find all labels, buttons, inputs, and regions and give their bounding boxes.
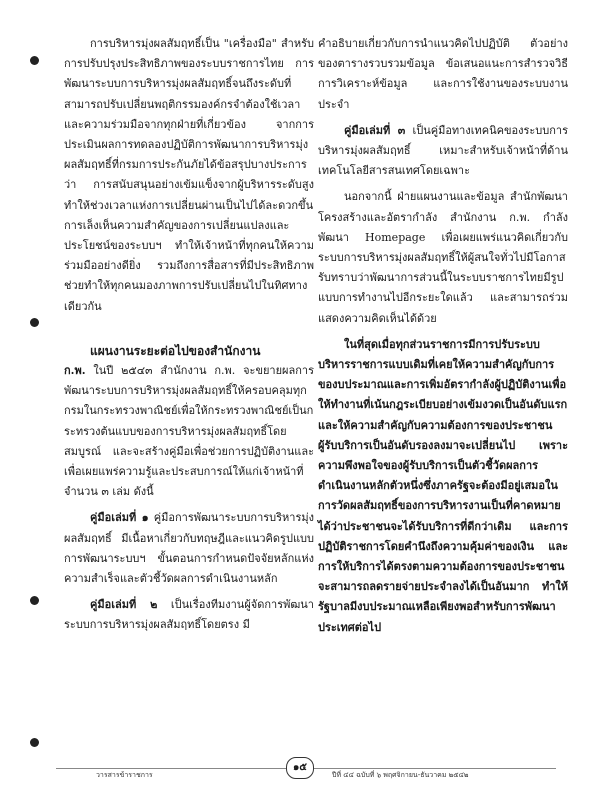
paragraph [64,508,314,589]
paragraph-lead: คู่มือเล่มที่ ๒ [90,598,158,612]
paragraph-lead: ก.พ. [64,364,86,378]
paragraph-body: เป็นเรื่องทีมงานผู้จัดการพัฒนาระบบการบริหารมุ่งผลสัมฤทธิ์โดยตรง มี [64,598,314,632]
footer-journal-name: วารสารข้าราชการ [96,771,153,779]
margin-bullet-icon [30,738,39,747]
paragraph [64,361,314,502]
paragraph: ในที่สุดเมื่อทุกส่วนราชการมีการปรับระบบบริหารราชการแบบเดิมที่เคยให้ความสำคัญกับการของบประมาณและการเพิ่มอัตรากำลังผู้ปฏิบัติงานเพื่อให้ทำงานที่เน้นกฎระเบียบอย่างเข้มงวดเป็นอันดับแรกและให้ความสำคัญกับความต้องการของประชาชนผู้รับบริการเป็นอันดับรองลงมาจะเปลี่ยนไป เพราะความพึงพอใจของผู้รับบริการเป็นตัวชี้วัดผลการดำเนินงานหลักตัวหนึ่งซึ่งภาครัฐจะต้องมีอยู่เสมอในการวัดผลสัมฤทธิ์ของการบริหารงานเป็นที่คาดหมายได้ว่าประชาชนจะได้รับบริการที่ดีกว่าเดิม และการปฏิบัติราชการโดยคำนึงถึงความคุ้มค่าของเงิน และการให้บริการได้ตรงตามความต้องการของประชาชนจะสามารถลดรายจ่ายประจำลงได้เป็นอันมาก ทำให้รัฐบาลมีงบประมาณเหลือเพียงพอสำหรับการพัฒนาประเทศต่อไป [318,337,568,634]
paragraph [64,595,314,635]
paragraph-body: คู่มือการพัฒนาระบบการบริหารมุ่งผลสัมฤทธิ์ มีเนื้อหาเกี่ยวกับทฤษฎีและแนวคิดรูปแบบการพัฒนาระบบฯ ขั้นตอนการกำหนดปัจจัยหลักแห่งความสำเร็จและตัวชี้วัดผลการดำเนินงานหลัก [64,511,314,586]
paragraph-lead: คู่มือเล่มที่ ๑ [90,511,149,525]
paragraph-body: เป็นคู่มือทางเทคนิคของระบบการบริหารมุ่งผลสัมฤทธิ์ เหมาะสำหรับเจ้าหน้าที่ด้านเทคโนโลยีสารสนเทศโดยเฉพาะ [318,123,568,178]
section-heading: แผนงานระยะต่อไปของสำนักงาน [90,343,261,358]
paragraph-lead: คู่มือเล่มที่ ๓ [344,123,406,137]
margin-bullet-icon [30,56,39,65]
page-number: ๑๕ [286,757,314,779]
margin-bullet-icon [30,596,39,605]
footer-issue-info: ปีที่ ๔๔ ฉบับที่ ๖ พฤศจิกายน-ธันวาคม ๒๕๔๒ [332,771,469,779]
paragraph [318,121,568,182]
margin-bullet-icon [30,318,39,327]
paragraph: นอกจากนี้ ฝ่ายแผนงานและข้อมูล สำนักพัฒนาโครงสร้างและอัตรากำลัง สำนักงาน ก.พ. กำลังพัฒนา Homepage เพื่อเผยแพร่แนวคิดเกี่ยวกับระบบการบริหารมุ่งผลสัมฤทธิ์ให้ผู้สนใจทั่วไปมีโอกาสรับทราบว่าพัฒนาการส่วนนี้ในระบบราชการไทยมีรูปแบบการทำงานไปอีกระยะใดแล้ว และสามารถร่วมแสดงความคิดเห็นได้ด้วย [318,190,568,325]
left-column [64,34,314,636]
paragraph: คำอธิบายเกี่ยวกับการนำแนวคิดไปปฏิบัติ ตัวอย่างของตารางรวบรวมข้อมูล ข้อเสนอแนะการสำรวจวิธีการวิเคราะห์ข้อมูล และการใช้งานของระบบงานประจำ [318,37,568,111]
paragraph-body: ในปี ๒๕๔๓ สำนักงาน ก.พ. จะขยายผลการพัฒนาระบบการบริหารมุ่งผลสัมฤทธิ์ให้ครอบคลุมทุกกรมในกระทรวงพาณิชย์เพื่อให้กระทรวงพาณิชย์เป็นกระทรวงต้นแบบของการบริหารมุ่งผลสัมฤทธิ์โดยสมบูรณ์ และจะสร้างคู่มือเพื่อช่วยการปฏิบัติงานและเพื่อเผยแพร่ความรู้และประสบการณ์ให้แก่เจ้าหน้าที่จำนวน ๓ เล่ม ดังนี้ [64,364,314,499]
right-column [318,34,568,638]
paragraph: การบริหารมุ่งผลสัมฤทธิ์เป็น "เครื่องมือ" สำหรับการปรับปรุงประสิทธิภาพของระบบราชการไทย การพัฒนาระบบการบริหารมุ่งผลสัมฤทธิ์จนถึงระดับที่สามารถปรับเปลี่ยนพฤติกรรมองค์กรจำต้องใช้เวลาและความร่วมมือจากทุกฝ่ายที่เกี่ยวข้อง จากการประเมินผลการทดลองปฏิบัติการพัฒนาการบริหารมุ่งผลสัมฤทธิ์ที่กรมการประกันภัยได้ข้อสรุปบางประการว่า การสนับสนุนอย่างเข้มแข็งจากผู้บริหารระดับสูงทำให้ช่วงเวลาแห่งการเปลี่ยนผ่านเป็นไปได้ละดวกขึ้น การเล็งเห็นความสำคัญของการเปลี่ยนแปลงและประโยชน์ของระบบฯ ทำให้เจ้าหน้าที่ทุกคนให้ความร่วมมืออย่างดียิ่ง รวมถึงการสื่อสารที่มีประสิทธิภาพช่วยทำให้ทุกคนมองภาพการปรับเปลี่ยนไปในทิศทางเดียวกัน [64,37,314,313]
